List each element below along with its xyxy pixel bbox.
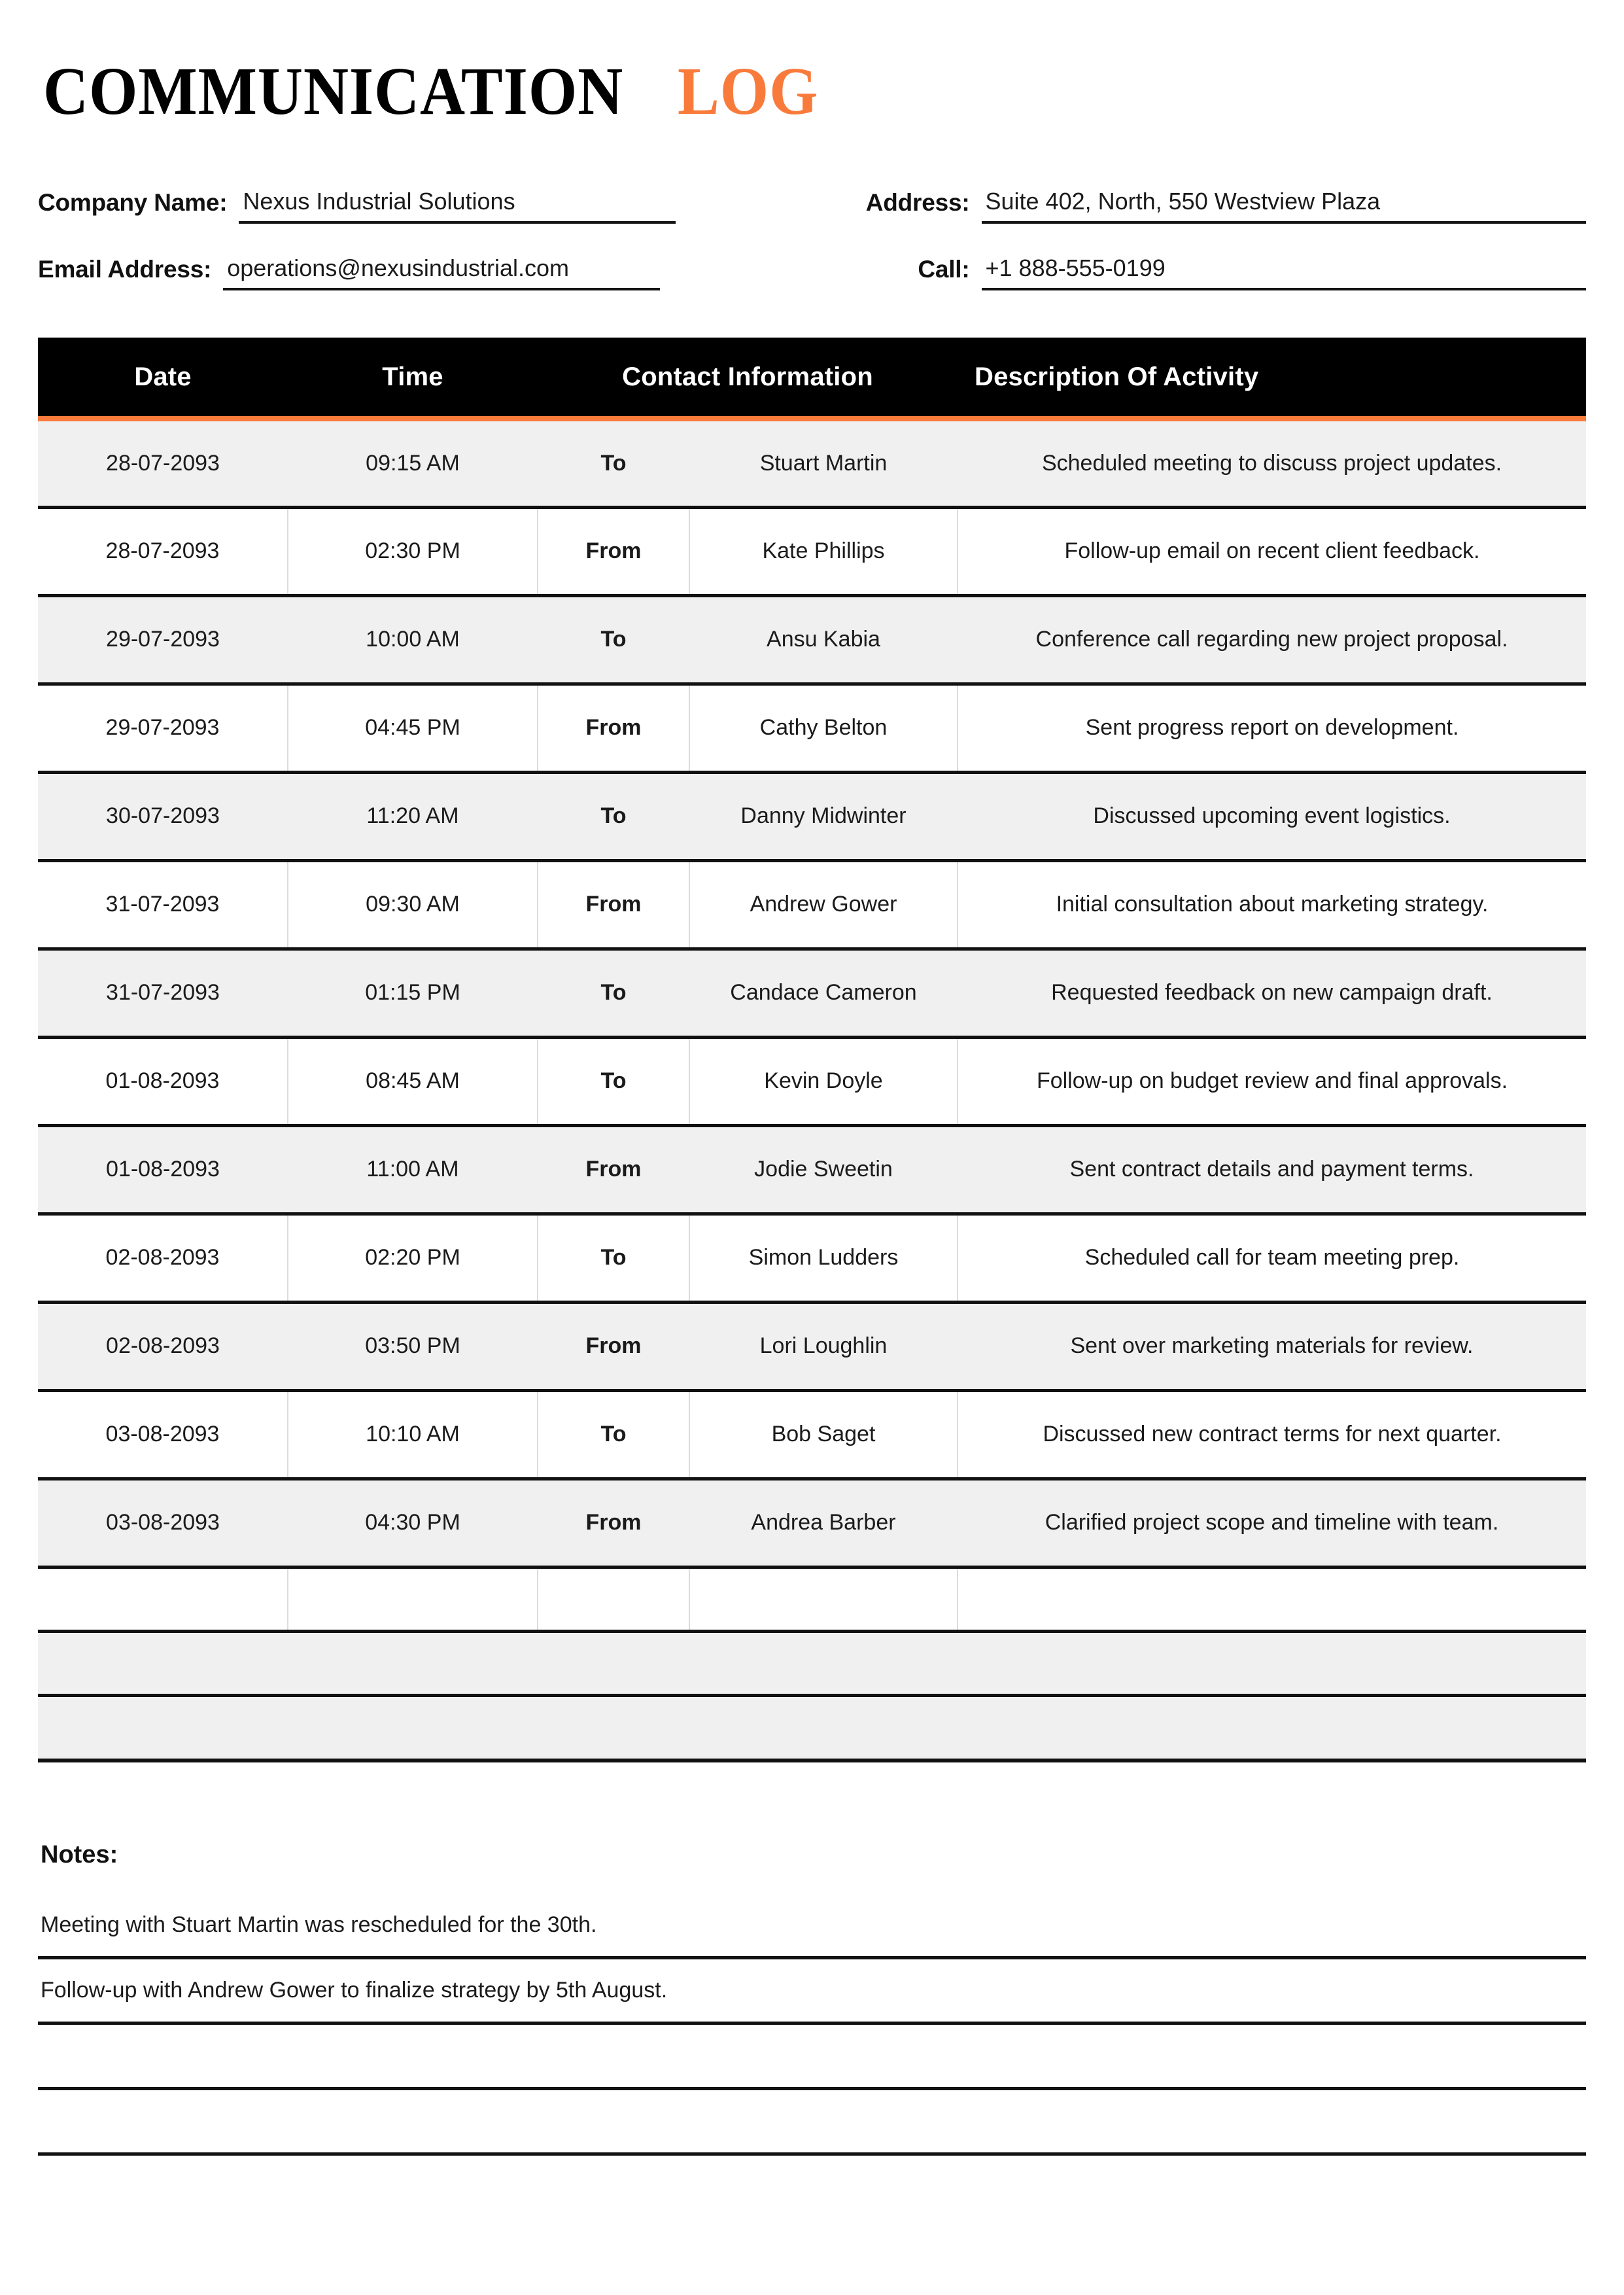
cell-contact-name[interactable] xyxy=(689,1567,958,1631)
cell-description[interactable]: Scheduled call for team meeting prep. xyxy=(958,1214,1586,1302)
cell-time[interactable]: 11:20 AM xyxy=(288,772,538,860)
cell-time[interactable]: 01:15 PM xyxy=(288,949,538,1037)
cell-contact-name[interactable]: Andrew Gower xyxy=(689,860,958,949)
cell-date[interactable]: 29-07-2093 xyxy=(38,684,288,772)
cell-date[interactable]: 03-08-2093 xyxy=(38,1390,288,1479)
cell-time[interactable] xyxy=(288,1631,538,1695)
cell-direction[interactable]: To xyxy=(538,1214,689,1302)
cell-contact-name[interactable]: Jodie Sweetin xyxy=(689,1125,958,1214)
notes-section xyxy=(38,1841,1586,2156)
table-row xyxy=(38,1037,1586,1125)
note-line-empty[interactable] xyxy=(38,2025,1586,2090)
cell-time[interactable]: 11:00 AM xyxy=(288,1125,538,1214)
note-line-empty[interactable] xyxy=(38,2090,1586,2156)
field-call xyxy=(833,243,1587,290)
cell-direction[interactable]: From xyxy=(538,1125,689,1214)
note-line[interactable]: Follow-up with Andrew Gower to finalize strategy by 5th August. xyxy=(38,1959,1586,2025)
notes-list xyxy=(38,1894,1586,2156)
field-email-address xyxy=(38,243,792,290)
cell-contact-name[interactable]: Simon Ludders xyxy=(689,1214,958,1302)
table-row-empty xyxy=(38,1567,1586,1631)
cell-contact-name[interactable]: Cathy Belton xyxy=(689,684,958,772)
cell-date[interactable]: 30-07-2093 xyxy=(38,772,288,860)
field-address xyxy=(833,177,1587,224)
address-input[interactable]: Suite 402, North, 550 Westview Plaza xyxy=(982,188,1587,224)
cell-contact-name[interactable]: Andrea Barber xyxy=(689,1479,958,1567)
cell-description[interactable] xyxy=(958,1567,1586,1631)
email-address-label: Email Address: xyxy=(38,256,212,283)
company-name-input[interactable]: Nexus Industrial Solutions xyxy=(239,188,676,224)
cell-date[interactable]: 03-08-2093 xyxy=(38,1479,288,1567)
cell-description[interactable]: Sent contract details and payment terms. xyxy=(958,1125,1586,1214)
cell-description[interactable]: Scheduled meeting to discuss project updates. xyxy=(958,419,1586,507)
cell-date[interactable]: 02-08-2093 xyxy=(38,1214,288,1302)
cell-time[interactable]: 04:45 PM xyxy=(288,684,538,772)
meta-fields xyxy=(38,177,1586,290)
cell-time[interactable]: 02:30 PM xyxy=(288,507,538,595)
column-header-date[interactable]: Date xyxy=(38,338,288,419)
cell-contact-name[interactable]: Kate Phillips xyxy=(689,507,958,595)
column-header-time[interactable]: Time xyxy=(288,338,538,419)
cell-description[interactable]: Discussed upcoming event logistics. xyxy=(958,772,1586,860)
cell-direction[interactable]: To xyxy=(538,772,689,860)
call-label: Call: xyxy=(918,256,970,283)
cell-time[interactable]: 08:45 AM xyxy=(288,1037,538,1125)
cell-contact-name[interactable]: Bob Saget xyxy=(689,1390,958,1479)
table-row xyxy=(38,860,1586,949)
email-address-input[interactable]: operations@nexusindustrial.com xyxy=(223,254,660,290)
cell-direction[interactable]: From xyxy=(538,1302,689,1390)
cell-date[interactable]: 31-07-2093 xyxy=(38,860,288,949)
address-label: Address: xyxy=(865,189,970,217)
cell-description[interactable]: Conference call regarding new project proposal. xyxy=(958,595,1586,684)
note-line[interactable]: Meeting with Stuart Martin was rescheduled for the 30th. xyxy=(38,1894,1586,1959)
cell-time[interactable]: 09:30 AM xyxy=(288,860,538,949)
call-input[interactable]: +1 888-555-0199 xyxy=(982,254,1587,290)
cell-date[interactable]: 01-08-2093 xyxy=(38,1037,288,1125)
table-row xyxy=(38,1125,1586,1214)
cell-direction[interactable]: To xyxy=(538,595,689,684)
cell-contact-name[interactable]: Stuart Martin xyxy=(689,419,958,507)
cell-description[interactable]: Follow-up email on recent client feedback. xyxy=(958,507,1586,595)
cell-description[interactable]: Sent over marketing materials for review. xyxy=(958,1302,1586,1390)
table-row xyxy=(38,1214,1586,1302)
cell-time[interactable]: 10:10 AM xyxy=(288,1390,538,1479)
cell-description[interactable]: Initial consultation about marketing strategy. xyxy=(958,860,1586,949)
cell-direction[interactable]: From xyxy=(538,1479,689,1567)
cell-time[interactable]: 10:00 AM xyxy=(288,595,538,684)
company-name-label: Company Name: xyxy=(38,189,228,217)
cell-time[interactable]: 09:15 AM xyxy=(288,419,538,507)
table-row xyxy=(38,419,1586,507)
cell-date[interactable]: 01-08-2093 xyxy=(38,1125,288,1214)
cell-direction[interactable]: From xyxy=(538,507,689,595)
table-body xyxy=(38,419,1586,1761)
cell-empty[interactable] xyxy=(38,1695,1586,1761)
cell-description[interactable]: Follow-up on budget review and final approvals. xyxy=(958,1037,1586,1125)
cell-description[interactable]: Sent progress report on development. xyxy=(958,684,1586,772)
table-row xyxy=(38,1302,1586,1390)
cell-direction[interactable]: From xyxy=(538,684,689,772)
cell-date[interactable]: 28-07-2093 xyxy=(38,419,288,507)
cell-direction[interactable]: To xyxy=(538,419,689,507)
cell-contact-name[interactable]: Danny Midwinter xyxy=(689,772,958,860)
cell-date[interactable]: 29-07-2093 xyxy=(38,595,288,684)
table-row xyxy=(38,772,1586,860)
cell-direction[interactable]: To xyxy=(538,949,689,1037)
cell-direction[interactable]: To xyxy=(538,1037,689,1125)
cell-contact-name[interactable] xyxy=(689,1631,958,1695)
page-title xyxy=(38,0,1586,129)
field-company-name xyxy=(38,177,792,224)
cell-direction[interactable]: To xyxy=(538,1390,689,1479)
table-row-empty xyxy=(38,1631,1586,1695)
notes-title: Notes: xyxy=(41,1841,118,1868)
cell-contact-name[interactable]: Kevin Doyle xyxy=(689,1037,958,1125)
cell-time[interactable] xyxy=(288,1567,538,1631)
cell-description[interactable] xyxy=(958,1631,1586,1695)
cell-description[interactable]: Clarified project scope and timeline with team. xyxy=(958,1479,1586,1567)
table-row xyxy=(38,1390,1586,1479)
cell-time[interactable]: 02:20 PM xyxy=(288,1214,538,1302)
table-row xyxy=(38,507,1586,595)
cell-date[interactable]: 02-08-2093 xyxy=(38,1302,288,1390)
cell-date[interactable]: 31-07-2093 xyxy=(38,949,288,1037)
table-header-row xyxy=(38,338,1586,419)
cell-date[interactable] xyxy=(38,1567,288,1631)
cell-contact-name[interactable]: Ansu Kabia xyxy=(689,595,958,684)
table-header xyxy=(38,338,1586,419)
column-header-contact-information[interactable]: Contact Information xyxy=(538,338,958,419)
table-row xyxy=(38,1479,1586,1567)
cell-description[interactable]: Discussed new contract terms for next quarter. xyxy=(958,1390,1586,1479)
page-title-main: COMMUNICATION xyxy=(43,54,624,129)
column-header-description-of-activity[interactable]: Description Of Activity xyxy=(958,338,1586,419)
cell-date[interactable] xyxy=(38,1631,288,1695)
cell-direction[interactable] xyxy=(538,1631,689,1695)
cell-time[interactable]: 03:50 PM xyxy=(288,1302,538,1390)
cell-direction[interactable]: From xyxy=(538,860,689,949)
cell-contact-name[interactable]: Candace Cameron xyxy=(689,949,958,1037)
communication-log-table xyxy=(38,338,1586,1762)
table-row xyxy=(38,595,1586,684)
cell-direction[interactable] xyxy=(538,1567,689,1631)
page-title-accent: LOG xyxy=(678,54,819,129)
cell-date[interactable]: 28-07-2093 xyxy=(38,507,288,595)
cell-contact-name[interactable]: Lori Loughlin xyxy=(689,1302,958,1390)
cell-description[interactable]: Requested feedback on new campaign draft. xyxy=(958,949,1586,1037)
cell-time[interactable]: 04:30 PM xyxy=(288,1479,538,1567)
table-row-empty xyxy=(38,1695,1586,1761)
table-row xyxy=(38,684,1586,772)
table-row xyxy=(38,949,1586,1037)
